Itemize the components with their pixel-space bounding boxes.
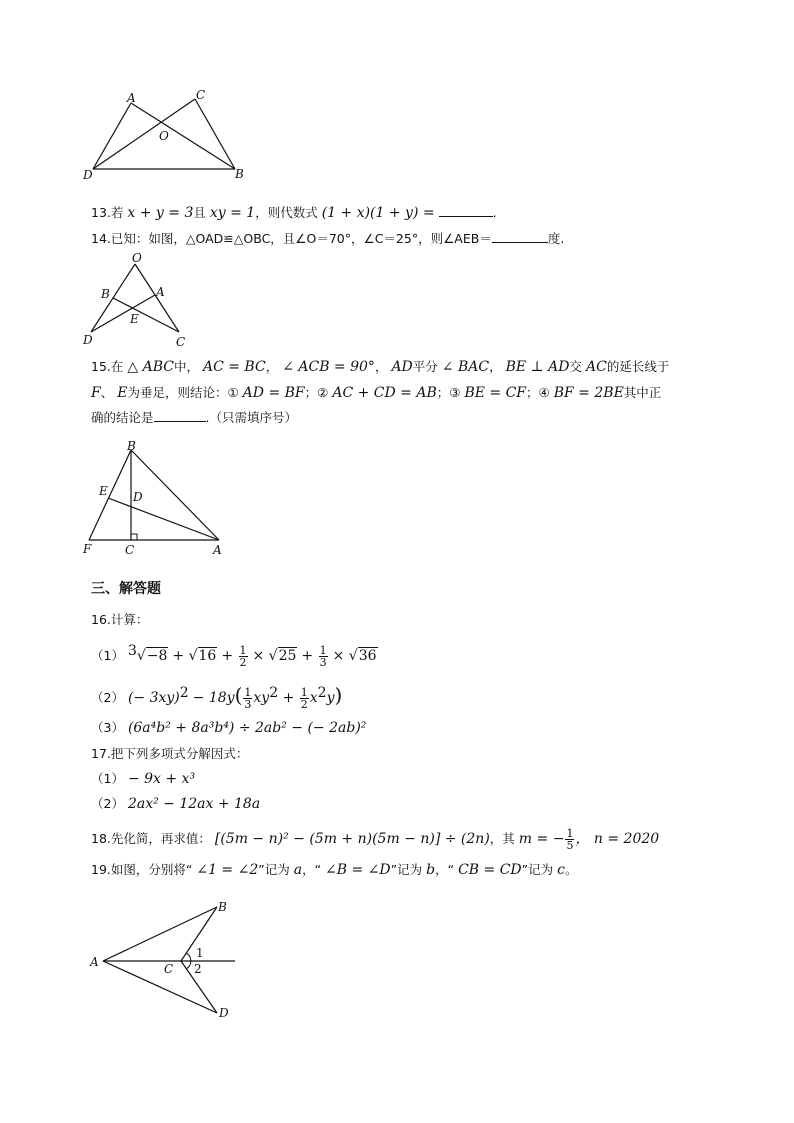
q15-conclusion-1: AD = BF bbox=[242, 385, 305, 401]
question-15-line1 bbox=[91, 358, 669, 376]
q13-expr: (1 + x)(1 + y) = bbox=[321, 205, 435, 221]
q16-part1: （1） $^3$√−8 + √16 + $\frac{1}{2}$ × √25 + $\frac{1}{3}$ × √36 bbox=[91, 643, 377, 670]
label-a: A bbox=[127, 91, 136, 105]
q16-part3-expr: (6a⁴b² + 8a³b⁴) ÷ 2ab² − (− 2ab)² bbox=[127, 720, 367, 736]
label-e: E bbox=[99, 484, 108, 498]
q13-mid2: ，则代数式 bbox=[255, 205, 318, 220]
q19-text: ，“ bbox=[435, 862, 455, 877]
q16-part2: （2） (− 3xy)$^2$ − 18y( $\frac{1}{3}$ $xy^2$ + $\frac{1}{2}$ $x^2y$) bbox=[91, 683, 343, 712]
q19-var-b: b bbox=[426, 862, 436, 878]
q14-answer-blank[interactable] bbox=[492, 230, 548, 243]
q15-text: 其中正 bbox=[623, 385, 662, 400]
q15-text: ， bbox=[374, 359, 388, 374]
q19-var-c: c bbox=[557, 862, 565, 878]
q16-part2-term1: (− 3xy) bbox=[127, 690, 180, 707]
label-o: O bbox=[159, 129, 169, 143]
q15-conclusion-3: BE = CF bbox=[464, 385, 527, 401]
q15-text: 为垂足，则结论：① bbox=[127, 385, 239, 400]
q15-text: ；④ bbox=[526, 385, 550, 400]
right-angle-mark bbox=[131, 534, 137, 540]
label-a: A bbox=[90, 955, 99, 969]
q13-cond2: xy = 1 bbox=[209, 205, 256, 221]
segment-bc bbox=[113, 298, 179, 332]
q16-part3-number: （3） bbox=[91, 720, 124, 735]
q16-sqrt-arg-3: 36 bbox=[358, 648, 377, 665]
section-title: 三、解答题 bbox=[91, 581, 161, 597]
label-c: C bbox=[125, 543, 135, 557]
q17-part1-expr: − 9x + x³ bbox=[127, 771, 196, 787]
q15-text: ；② bbox=[304, 385, 329, 400]
segment-bf bbox=[89, 450, 131, 540]
q16-cbrt-arg: −8 bbox=[146, 648, 168, 665]
segment-ba bbox=[131, 450, 219, 540]
q15-angle: ∠ ACB = 90° bbox=[282, 359, 375, 375]
q17-part1 bbox=[91, 770, 195, 788]
q15-conclusion-2: AC + CD = AB bbox=[332, 385, 437, 401]
q15-e: E bbox=[117, 385, 128, 401]
label-b: B bbox=[127, 440, 136, 453]
q15-text: 的延长线于 bbox=[606, 359, 670, 374]
q18-mid: ，其 bbox=[489, 831, 515, 846]
q19-statement-b: ∠B = ∠D bbox=[325, 862, 391, 878]
segment-ea bbox=[108, 498, 219, 540]
q15-text: 确的结论是 bbox=[91, 410, 154, 425]
q15-text: 15.在 bbox=[91, 359, 124, 374]
question-14 bbox=[91, 230, 564, 248]
q15-answer-blank[interactable] bbox=[154, 409, 206, 422]
q13-answer-blank[interactable] bbox=[439, 204, 493, 217]
segment-cb bbox=[195, 99, 235, 169]
q18-expr: [(5m − n)² − (5m + n)(5m − n)] ÷ (2n) bbox=[214, 831, 490, 847]
q16-part2-number: （2） bbox=[91, 690, 124, 706]
question-15-line2 bbox=[91, 384, 661, 402]
q17-part1-number: （1） bbox=[91, 771, 124, 786]
q13-prefix: 13.若 bbox=[91, 205, 124, 220]
q19-statement-a: ∠1 = ∠2 bbox=[196, 862, 259, 878]
label-c: C bbox=[176, 335, 186, 349]
question-18 bbox=[91, 828, 659, 851]
q17-part2-number: （2） bbox=[91, 796, 124, 811]
q19-text: ”记为 bbox=[521, 862, 554, 877]
q19-text: 。 bbox=[564, 862, 578, 877]
label-d: D bbox=[83, 333, 93, 347]
q15-text: ， bbox=[489, 359, 502, 374]
q13-end: . bbox=[492, 205, 497, 220]
q18-m-value: m = − bbox=[518, 831, 565, 847]
q13-cond1: x + y = 3 bbox=[127, 205, 194, 221]
q16-part1-number: （1） bbox=[91, 648, 124, 664]
q19-statement-c: CB = CD bbox=[458, 862, 522, 878]
label-c: C bbox=[196, 88, 206, 102]
q14-text: 14.已知：如图，△OAD≌△OBC，且∠O＝70°，∠C＝25°，则∠AEB＝ bbox=[91, 231, 492, 246]
q19-text: ”记为 bbox=[258, 862, 290, 877]
q17-part2-expr: 2ax² − 12ax + 18a bbox=[127, 796, 261, 812]
figure-q15 bbox=[75, 440, 235, 560]
segment-ab bbox=[131, 103, 235, 169]
figure-q12 bbox=[75, 85, 255, 185]
label-a: A bbox=[156, 285, 165, 299]
label-angle-2: 2 bbox=[194, 962, 202, 976]
figure-q14 bbox=[75, 250, 195, 350]
q16-title: 16.计算： bbox=[91, 612, 149, 627]
q16-sqrt-arg-1: 16 bbox=[198, 648, 217, 665]
q15-text: .（只需填序号） bbox=[205, 410, 297, 425]
q15-conclusion-4: BF = 2BE bbox=[553, 385, 624, 401]
q18-frac-num: 1 bbox=[566, 827, 574, 840]
label-b: B bbox=[218, 900, 227, 914]
q15-eq1: AC = BC bbox=[202, 359, 266, 375]
q16-part3 bbox=[91, 719, 366, 737]
q15-text: 平分 bbox=[412, 359, 438, 374]
q17-title: 17.把下列多项式分解因式： bbox=[91, 746, 249, 761]
label-o: O bbox=[132, 251, 142, 265]
segment-ad bbox=[93, 103, 131, 169]
label-c: C bbox=[164, 962, 174, 976]
q13-mid1: 且 bbox=[193, 205, 206, 220]
q16-sqrt-arg-2: 25 bbox=[278, 648, 297, 665]
q15-text: ；③ bbox=[436, 385, 461, 400]
q15-triangle: △ ABC bbox=[127, 359, 174, 375]
label-b: B bbox=[235, 167, 244, 181]
q15-text: ， bbox=[265, 359, 279, 374]
q15-be: BE ⊥ AD bbox=[505, 359, 570, 375]
q15-text: 交 bbox=[569, 359, 583, 374]
q19-text: 19.如图，分别将“ bbox=[91, 862, 193, 877]
q15-f: F bbox=[91, 385, 101, 401]
label-angle-1: 1 bbox=[196, 946, 204, 960]
q18-prefix: 18.先化简，再求值： bbox=[91, 831, 211, 846]
q15-bac: ∠ BAC bbox=[441, 359, 490, 375]
q15-ac: AC bbox=[586, 359, 607, 375]
q15-text: 中， bbox=[173, 359, 199, 374]
question-15-line3 bbox=[91, 409, 297, 427]
label-d: D bbox=[83, 168, 93, 182]
figure-q19 bbox=[85, 895, 255, 1025]
q18-n-value: ， n = 2020 bbox=[575, 831, 660, 847]
q16-part2-term2: − 18y bbox=[192, 690, 235, 707]
label-a: A bbox=[213, 543, 222, 557]
q18-frac-den: 5 bbox=[566, 839, 574, 852]
q19-text: ，“ bbox=[302, 862, 322, 877]
label-d: D bbox=[219, 1006, 229, 1020]
label-f: F bbox=[83, 542, 92, 556]
q14-unit: 度. bbox=[547, 231, 565, 246]
q15-ad: AD bbox=[391, 359, 413, 375]
question-19 bbox=[91, 861, 577, 879]
question-13 bbox=[91, 204, 497, 222]
label-d: D bbox=[133, 490, 143, 504]
label-e: E bbox=[130, 312, 139, 326]
q19-text: ”记为 bbox=[390, 862, 423, 877]
q19-var-a: a bbox=[293, 862, 303, 878]
q15-text: 、 bbox=[100, 385, 114, 400]
label-b: B bbox=[101, 287, 110, 301]
q17-part2 bbox=[91, 795, 260, 813]
